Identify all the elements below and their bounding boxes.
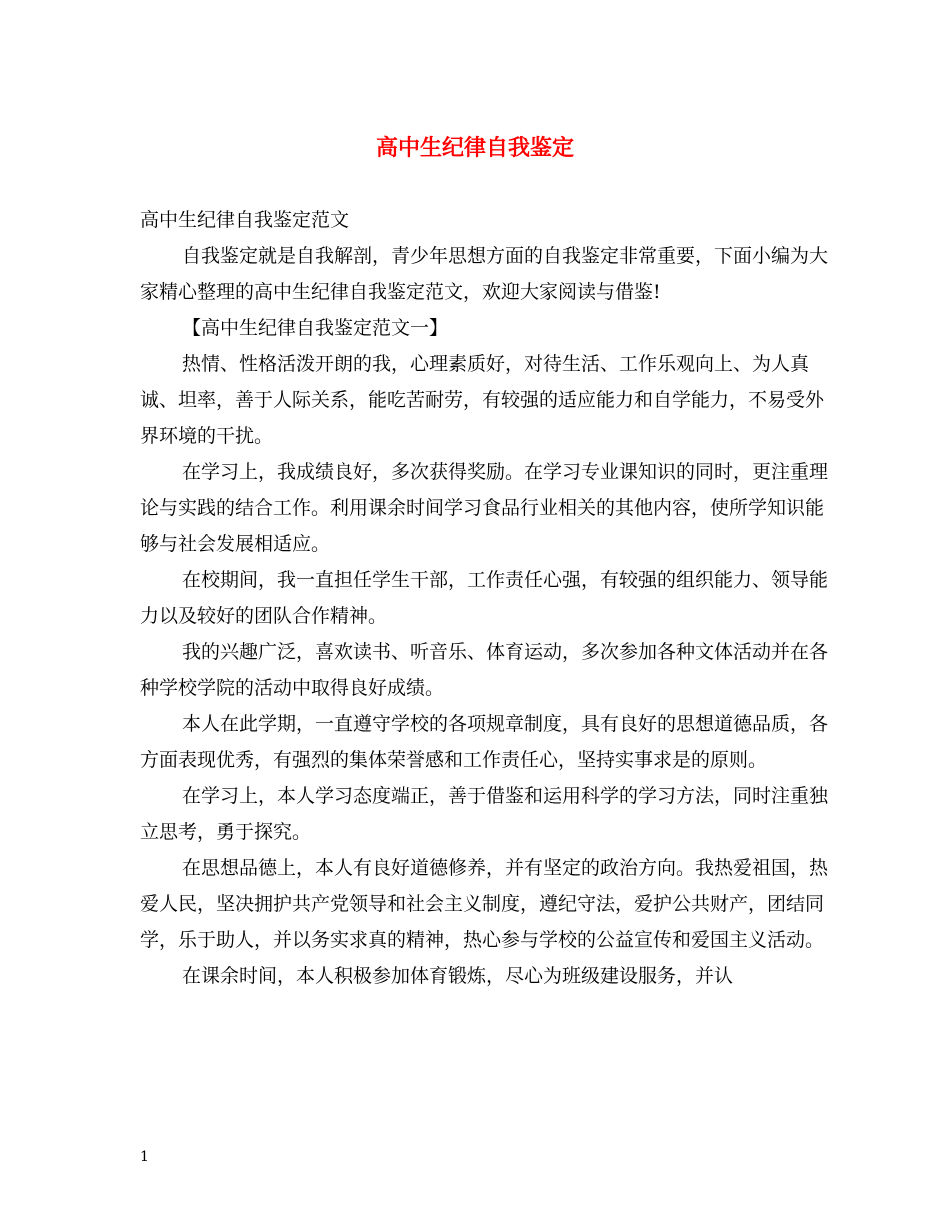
- paragraph: 在课余时间，本人积极参加体育锻炼，尽心为班级建设服务，并认: [182, 965, 734, 987]
- document-body: [140, 202, 830, 994]
- paragraph: 在学习上，本人学习态度端正，善于借鉴和运用科学的学习方法，同时注重独立思考，勇于探究。: [140, 785, 829, 843]
- paragraph: 在思想品德上，本人有良好道德修养，并有坚定的政治方向。我热爱祖国，热爱人民，坚决拥护共产党领导和社会主义制度，遵纪守法，爱护公共财产，团结同学，乐于助人，并以务实求真的精神，热心参与学校的公益宣传和爱国主义活动。: [140, 857, 829, 951]
- paragraph: 我的兴趣广泛，喜欢读书、听音乐、体育运动，多次参加各种文体活动并在各种学校学院的活动中取得良好成绩。: [140, 641, 829, 699]
- document-subtitle: 高中生纪律自我鉴定范文: [140, 209, 350, 231]
- paragraph: 热情、性格活泼开朗的我，心理素质好，对待生活、工作乐观向上、为人真诚、坦率，善于人际关系，能吃苦耐劳，有较强的适应能力和自学能力，不易受外界环境的干扰。: [140, 353, 825, 447]
- section-heading: 【高中生纪律自我鉴定范文一】: [182, 317, 449, 339]
- paragraph: 本人在此学期，一直遵守学校的各项规章制度，具有良好的思想道德品质，各方面表现优秀，有强烈的集体荣誉感和工作责任心，坚持实事求是的原则。: [140, 713, 829, 771]
- paragraph: 在校期间，我一直担任学生干部，工作责任心强，有较强的组织能力、领导能力以及较好的团队合作精神。: [140, 569, 829, 627]
- paragraph: 在学习上，我成绩良好，多次获得奖励。在学习专业课知识的同时，更注重理论与实践的结合工作。利用课余时间学习食品行业相关的其他内容，使所学知识能够与社会发展相适应。: [140, 461, 829, 555]
- page-number: 1: [140, 1149, 149, 1165]
- paragraph-intro: 自我鉴定就是自我解剖，青少年思想方面的自我鉴定非常重要，下面小编为大家精心整理的高中生纪律自我鉴定范文，欢迎大家阅读与借鉴!: [140, 245, 829, 303]
- document-title: 高中生纪律自我鉴定: [375, 135, 574, 161]
